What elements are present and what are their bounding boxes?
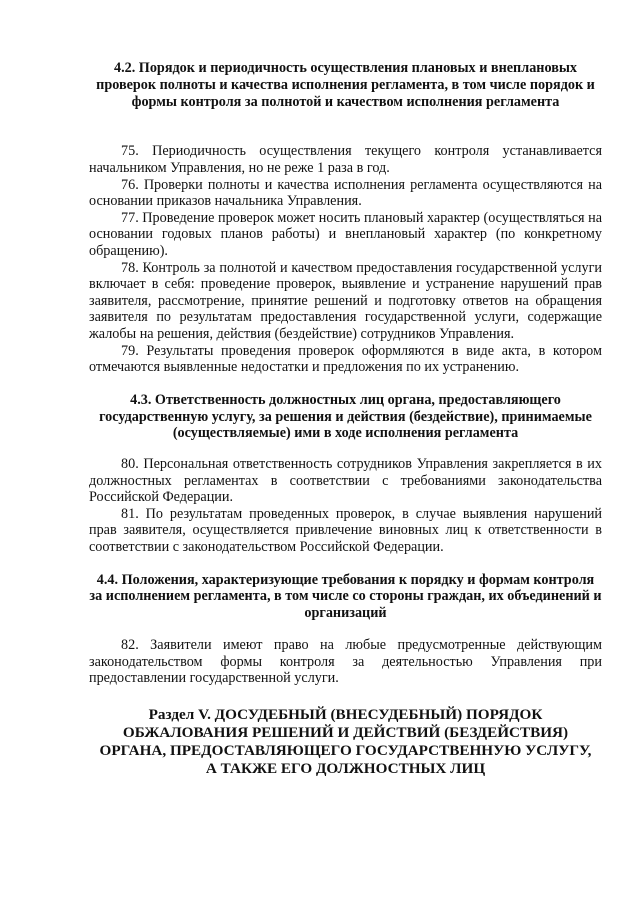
section-heading-4-4: 4.4. Положения, характеризующие требования к порядку и формам контроля за исполнением регламента, в том числе со стороны граждан, их объединений и организаций — [89, 571, 602, 622]
part-5-heading-line: Раздел V. ДОСУДЕБНЫЙ (ВНЕСУДЕБНЫЙ) ПОРЯДОК — [148, 705, 543, 723]
part-5-heading-line: А ТАКЖЕ ЕГО ДОЛЖНОСТНЫХ ЛИЦ — [205, 759, 486, 777]
paragraph-80: 80. Персональная ответственность сотрудников Управления закрепляется в их должностных регламентах в соответствии с требованиями законодательства Российской Федерации. — [89, 456, 602, 506]
section-heading-4-2: 4.2. Порядок и периодичность осуществления плановых и внеплановых проверок полноты и качества исполнения регламента, в том числе порядок и формы контроля за полнотой и качеством исполнения регламента — [96, 60, 595, 110]
part-5 — [89, 706, 602, 778]
paragraph-78: 78. Контроль за полнотой и качеством предоставления государственной услуги включает в себя: проведение проверок, выявление и устранение нарушений прав заявителя, рассмотрение, принятие решений и подготовку ответов на обращения заявителя по результатам предоставления государственной услуги, содержащие жалобы на решения, действия (бездействие) сотрудников Управления. — [89, 259, 602, 342]
paragraph-76: 76. Проверки полноты и качества исполнения регламента осуществляются на основании приказов начальника Управления. — [89, 176, 602, 210]
paragraph-81: 81. По результатам проведенных проверок, в случае выявления нарушений прав заявителя, осуществляется привлечение виновных лиц к ответственности в соответствии с законодательством Российской Федерации. — [89, 505, 602, 556]
section-4-2 — [89, 60, 602, 376]
part-5-heading-line: ОРГАНА, ПРЕДОСТАВЛЯЮЩЕГО ГОСУДАРСТВЕННУЮ УСЛУГУ, — [99, 741, 592, 759]
section-heading-4-3: 4.3. Ответственность должностных лиц органа, предоставляющего государственную услугу, за решения и действия (бездействие), принимаемые (осуществляемые) ими в ходе исполнения регламента — [99, 391, 592, 442]
paragraph-79: 79. Результаты проведения проверок оформляются в виде акта, в котором отмечаются выявленные недостатки и предложения по их устранению. — [89, 342, 602, 376]
section-4-3 — [89, 392, 602, 556]
paragraph-75: 75. Периодичность осуществления текущего контроля устанавливается начальником Управления, но не реже 1 раза в год. — [89, 143, 602, 176]
paragraph-77: 77. Проведение проверок может носить плановый характер (осуществляться на основании годовых планов работы) и внеплановый характер (по конкретному обращению). — [89, 209, 602, 259]
part-5-heading — [89, 706, 602, 778]
section-4-4 — [89, 572, 602, 687]
paragraph-82: 82. Заявители имеют право на любые предусмотренные действующим законодательством формы контроля за деятельностью Управления при предоставлении государственной услуги. — [89, 637, 602, 687]
part-5-heading-line: ОБЖАЛОВАНИЯ РЕШЕНИЙ И ДЕЙСТВИЙ (БЕЗДЕЙСТВИЯ) — [122, 723, 569, 741]
